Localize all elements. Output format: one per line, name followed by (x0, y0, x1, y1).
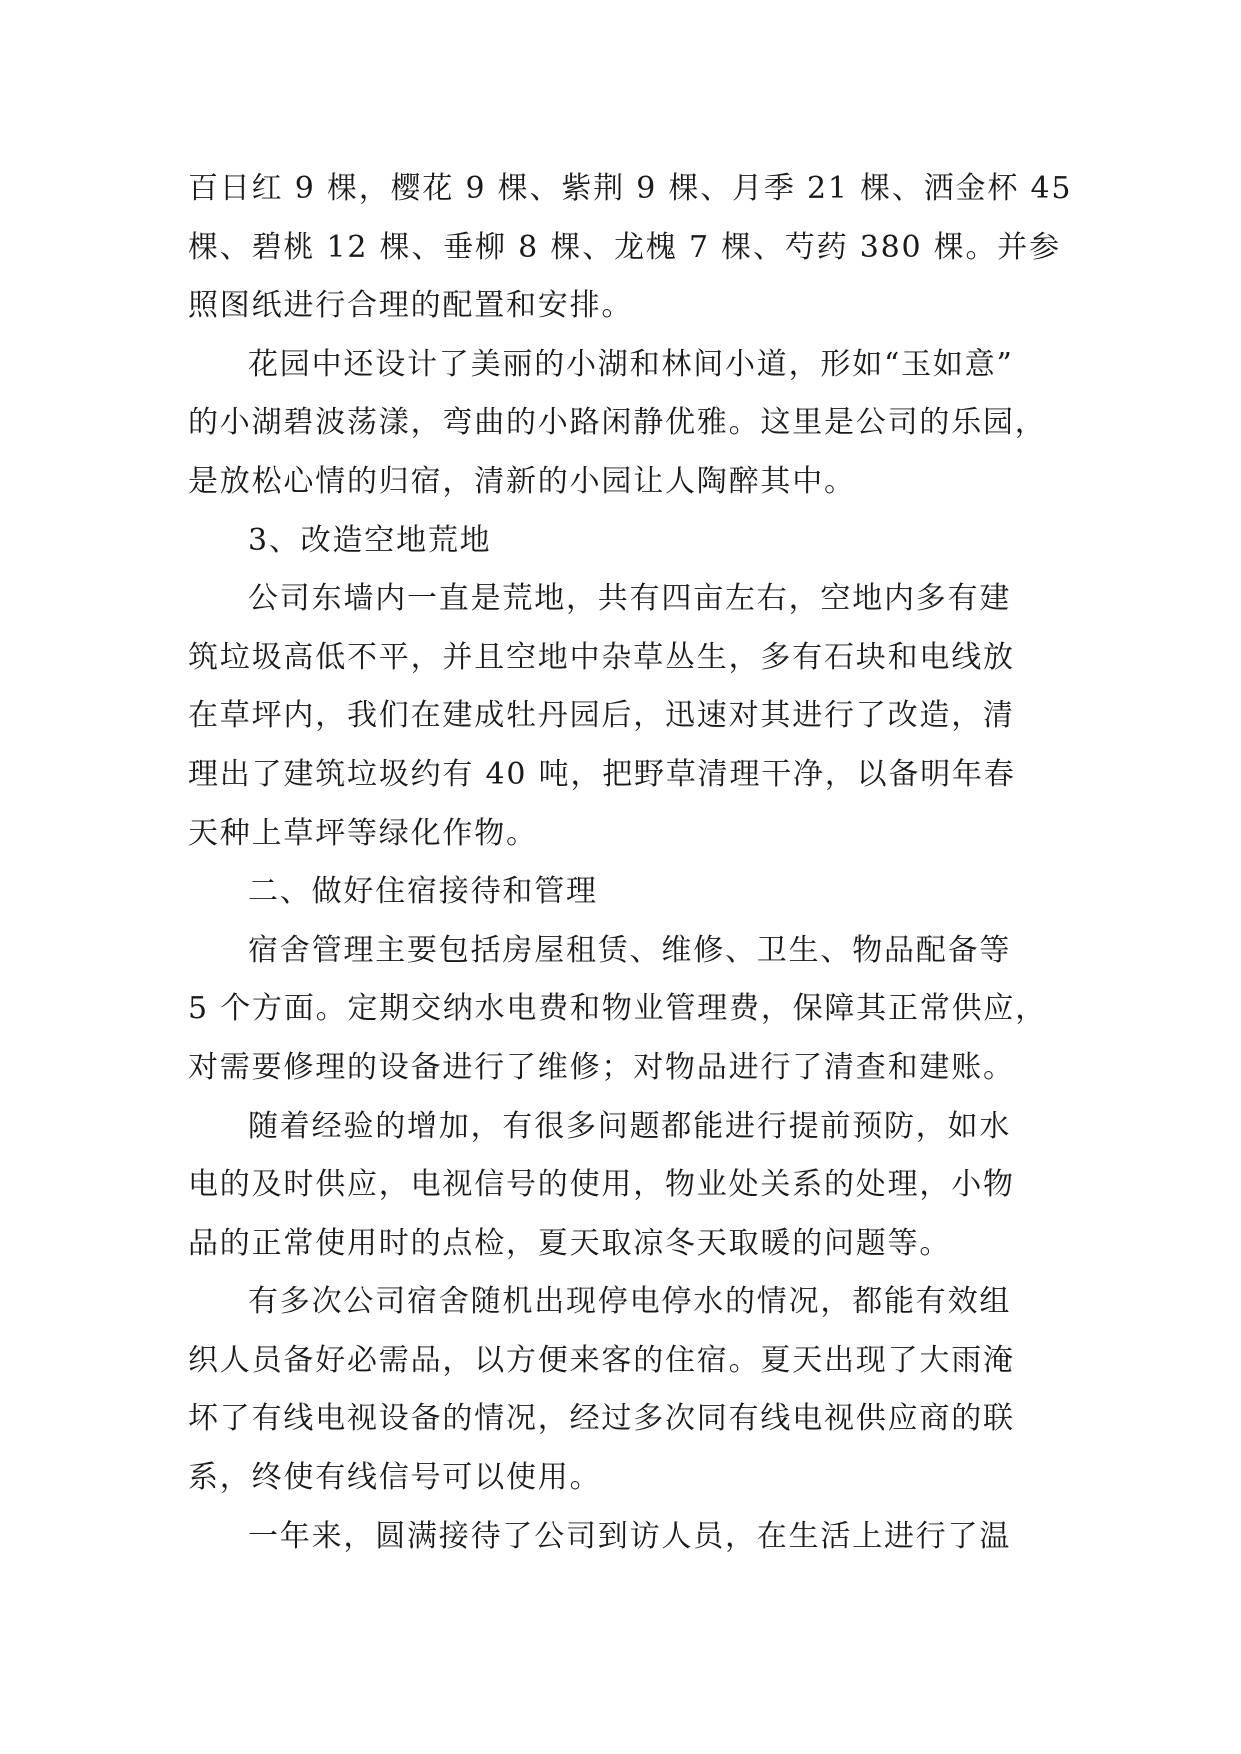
paragraph-start-line: 宿舍管理主要包括房屋租赁、维修、卫生、物品配备等 (248, 932, 1012, 968)
paragraph-start-line: 随着经验的增加，有很多问题都能进行提前预防，如水 (248, 1108, 1012, 1144)
text-line: 在草坪内，我们在建成牡丹园后，迅速对其进行了改造，清 (188, 698, 1015, 734)
text-line: 是放松心情的归宿，清新的小园让人陶醉其中。 (188, 463, 856, 499)
section-heading: 二、做好住宿接待和管理 (248, 874, 598, 910)
section-heading: 3、改造空地荒地 (248, 522, 492, 558)
text-line: 理出了建筑垃圾约有 40 吨，把野草清理干净，以备明年春 (188, 756, 1016, 792)
text-line: 筑垃圾高低不平，并且空地中杂草丛生，多有石块和电线放 (188, 639, 1015, 675)
text-line: 织人员备好必需品，以方便来客的住宿。夏天出现了大雨淹 (188, 1342, 1015, 1378)
paragraph-start-line: 公司东墙内一直是荒地，共有四亩左右，空地内多有建 (248, 581, 1012, 617)
text-line: 电的及时供应，电视信号的使用，物业处关系的处理，小物 (188, 1167, 1015, 1203)
paragraph-start-line: 花园中还设计了美丽的小湖和林间小道，形如“玉如意” (248, 346, 1014, 382)
text-line: 系，终使有线信号可以使用。 (188, 1460, 602, 1496)
text-line: 百日红 9 棵，樱花 9 棵、紫荆 9 棵、月季 21 棵、洒金杯 45 (188, 171, 1073, 206)
text-line: 坏了有线电视设备的情况，经过多次同有线电视供应商的联 (188, 1401, 1015, 1437)
paragraph-start-line: 有多次公司宿舍随机出现停电停水的情况，都能有效组 (248, 1284, 1012, 1320)
text-line: 的小湖碧波荡漾，弯曲的小路闲静优雅。这里是公司的乐园， (188, 405, 1047, 441)
text-line: 对需要修理的设备进行了维修；对物品进行了清查和建账。 (188, 1049, 1015, 1085)
text-line: 照图纸进行合理的配置和安排。 (188, 288, 634, 324)
text-line: 天种上草坪等绿化作物。 (188, 815, 538, 851)
text-line: 品的正常使用时的点检，夏天取凉冬天取暖的问题等。 (188, 1225, 952, 1261)
body-text (188, 160, 1073, 1566)
text-line: 5 个方面。定期交纳水电费和物业管理费，保障其正常供应， (188, 991, 1048, 1027)
text-line: 棵、碧桃 12 棵、垂柳 8 棵、龙槐 7 棵、芍药 380 棵。并参 (188, 229, 1061, 265)
paragraph-start-line: 一年来，圆满接待了公司到访人员，在生活上进行了温 (248, 1518, 1012, 1554)
